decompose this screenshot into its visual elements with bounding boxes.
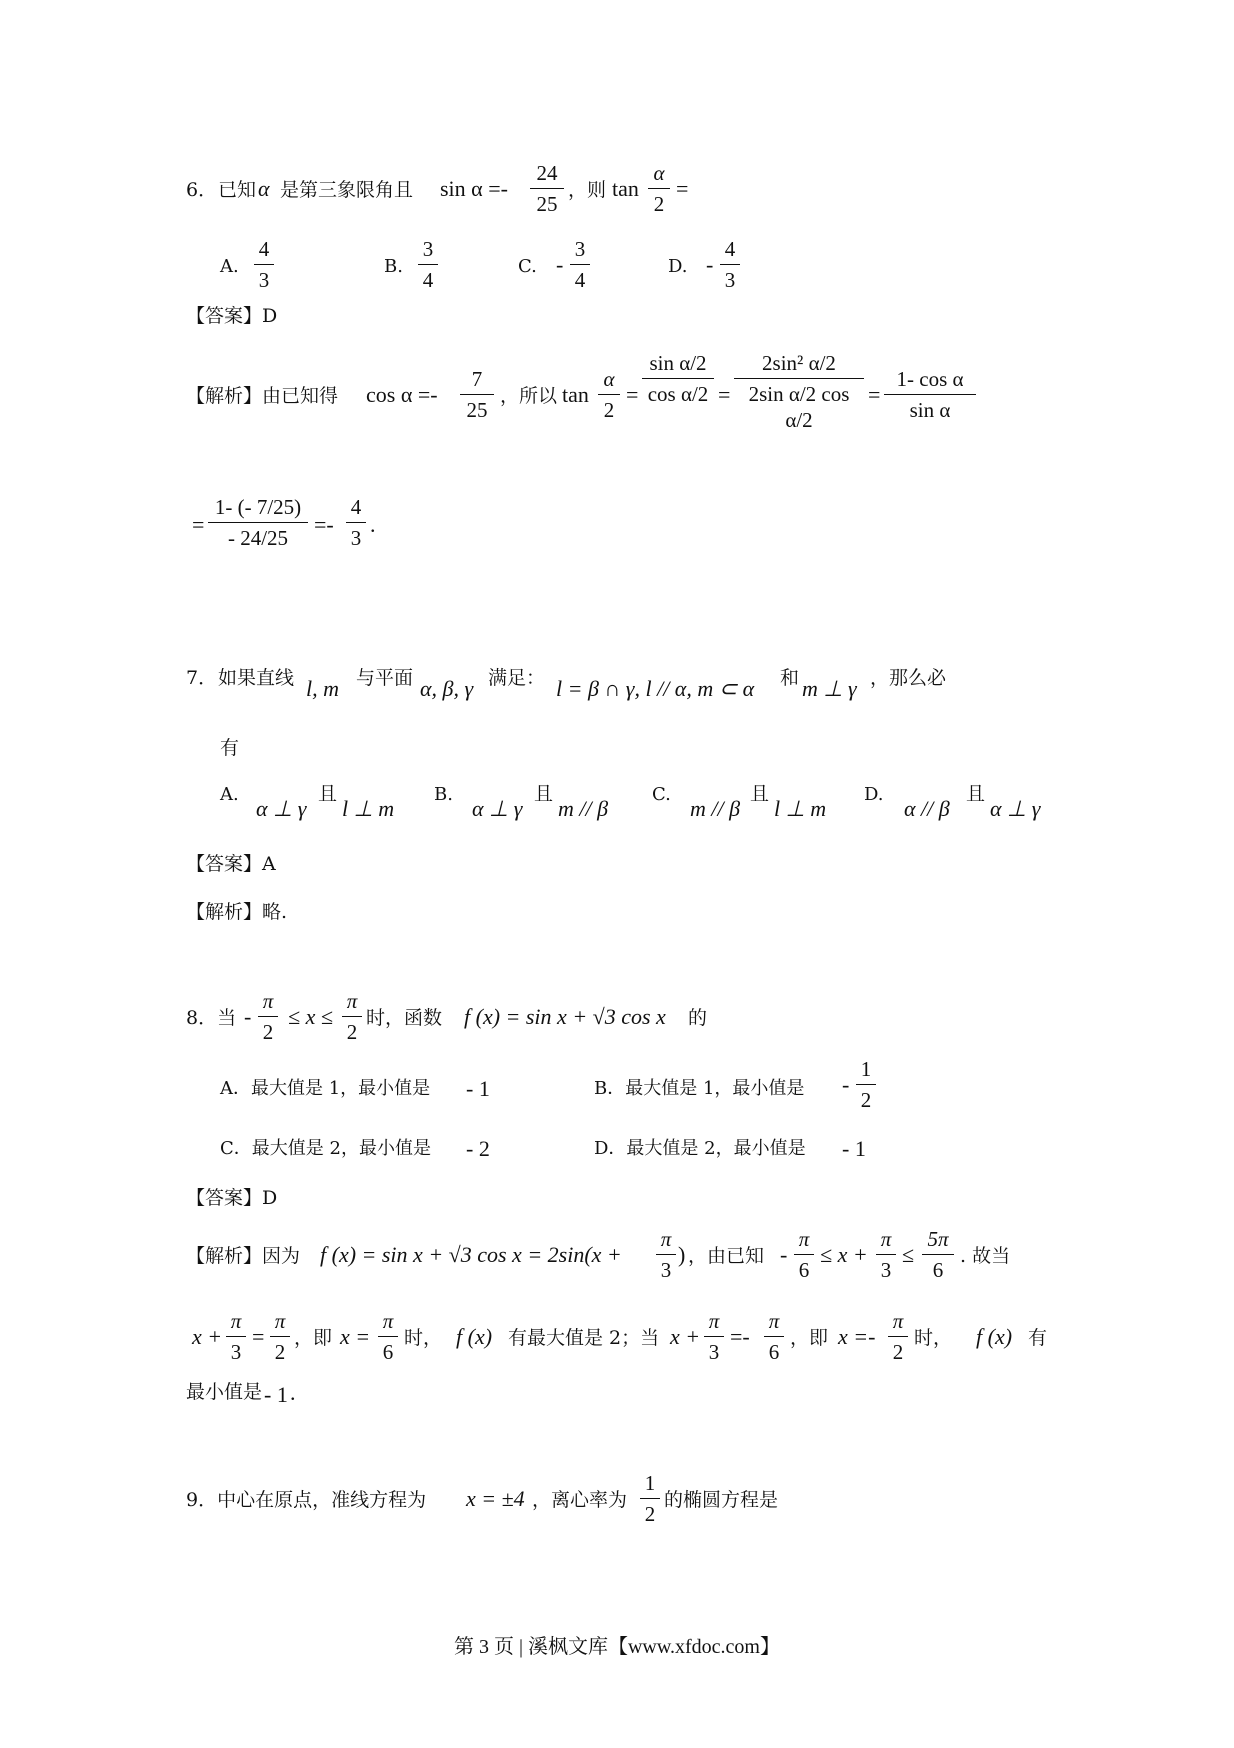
q8-line2-text-6: 有 <box>1028 1327 1048 1349</box>
q6-cos-alpha: cos α =- <box>366 382 438 407</box>
q6-alpha: α <box>258 176 270 201</box>
q8-line2-text-3: 有最大值是 2；当 <box>508 1327 660 1349</box>
q8-line2-equals-minus: =- <box>730 1324 750 1349</box>
q6-eq-1: = <box>626 382 639 407</box>
q8-answer: 【答案】D <box>186 1187 278 1209</box>
q8-line2-text-5: 时， <box>914 1327 953 1349</box>
q6-sin-alpha: sin α =- <box>440 176 508 201</box>
q8-option-a-value: - 1 <box>466 1076 490 1101</box>
q8-explanation-neg: - <box>780 1242 788 1267</box>
q6-eq-2: = <box>718 382 731 407</box>
q7-option-b-label: B. <box>434 784 453 805</box>
q6-line2-equals-minus: =- <box>314 512 334 537</box>
q8-option-b: B．最大值是 1，最小值是 <box>594 1078 805 1099</box>
q6-option-c-label: C. <box>518 256 537 277</box>
q6-explanation-tan: tan <box>562 382 589 407</box>
q8-option-d: D．最大值是 2，最小值是 <box>594 1138 806 1159</box>
q8-line2-pi-sixth: π 6 <box>378 1308 398 1365</box>
q7-option-a-math-1: α ⊥ γ <box>256 796 307 821</box>
q7-option-c-and: 且 <box>750 783 770 805</box>
q8-line3-value: - 1 <box>264 1382 288 1407</box>
q8-explanation-text-2: ，由已知 <box>688 1245 765 1267</box>
q8-option-a: A．最大值是 1，最小值是 <box>220 1078 431 1099</box>
q9-text-2: ，离心率为 <box>532 1489 628 1511</box>
q8-option-c-value: - 2 <box>466 1136 490 1161</box>
q8-explanation-pi-third: π 3 <box>656 1226 676 1283</box>
q7-option-b-math-1: α ⊥ γ <box>472 796 523 821</box>
q6-line2-fraction: 1- (- 7/25) - 24/25 <box>208 494 308 551</box>
q6-line2-equals: = <box>192 512 205 537</box>
q7-planes: α, β, γ <box>420 676 474 701</box>
q7-text-1: 如果直线 <box>218 667 295 689</box>
q8-explanation-pi-third-2: π 3 <box>876 1226 896 1283</box>
q6-eq-3: = <box>868 382 881 407</box>
q6-number: 6． <box>186 179 218 201</box>
q7-option-d-and: 且 <box>966 783 986 805</box>
q8-option-b-value: 1 2 <box>856 1056 876 1113</box>
q8-line2-x-plus-2: x + <box>670 1324 701 1349</box>
q8-function: f (x) = sin x + √3 cos x <box>464 1004 666 1029</box>
q6-option-a-value: 4 3 <box>254 236 274 293</box>
q6-step-3: 1- cos α sin α <box>884 366 976 423</box>
q8-explanation-label: 【解析】因为 <box>186 1245 301 1267</box>
q8-text-3: 的 <box>688 1007 708 1029</box>
q7-option-a-and: 且 <box>318 783 338 805</box>
q7-condition-2: m ⊥ γ <box>802 676 857 701</box>
q6-half-alpha: α 2 <box>648 160 670 217</box>
q6-explanation-half-alpha: α 2 <box>598 366 620 423</box>
q8-pi-half: π 2 <box>342 988 362 1045</box>
q8-neg: - <box>244 1004 252 1029</box>
q8-line3-text: 最小值是 <box>186 1381 263 1403</box>
q6-explanation-label: 【解析】由已知得 <box>186 385 339 407</box>
q6-fraction-24-25: 24 25 <box>530 160 564 217</box>
q9-text-3: 的椭圆方程是 <box>664 1489 779 1511</box>
q8-line2-pi-half: π 2 <box>270 1308 290 1365</box>
q8-line2-pi-sixth-2: π 6 <box>764 1308 784 1365</box>
q6-option-b-value: 3 4 <box>418 236 438 293</box>
q6-option-c-minus: - <box>556 252 564 277</box>
q8-line2-f-2: f (x) <box>976 1324 1013 1349</box>
q8-option-c: C．最大值是 2，最小值是 <box>220 1138 431 1159</box>
q6-option-a-label: A. <box>220 256 239 277</box>
q7-option-d-math-1: α // β <box>904 796 950 821</box>
q7-answer: 【答案】A <box>186 853 276 875</box>
q6-tan: tan <box>612 176 639 201</box>
q8-line3-period: . <box>290 1380 296 1405</box>
q8-line2-text-4: ，即 <box>790 1327 829 1349</box>
q9-text-1: 9．中心在原点，准线方程为 <box>186 1489 427 1511</box>
q6-equals: = <box>676 176 689 201</box>
q7-condition: l = β ∩ γ, l // α, m ⊂ α <box>556 676 755 701</box>
q7-option-d-label: D. <box>864 784 884 805</box>
q6-option-d-minus: - <box>706 252 714 277</box>
q6-option-d-label: D. <box>668 256 688 277</box>
q6-option-c-value: 3 4 <box>570 236 590 293</box>
q8-text-2: 时，函数 <box>366 1007 443 1029</box>
q8-line2-text-2: 时， <box>404 1327 443 1349</box>
q8-line2-text-1: ，即 <box>294 1327 333 1349</box>
q8-line2-x-eq-minus: x =- <box>838 1324 876 1349</box>
q8-option-b-minus: - <box>842 1072 850 1097</box>
q8-explanation-pi-sixth: π 6 <box>794 1226 814 1283</box>
q8-option-d-value: - 1 <box>842 1136 866 1161</box>
q8-explanation-text-3: . 故当 <box>960 1245 1011 1267</box>
q7-text-6: 有 <box>220 737 240 759</box>
q6-fraction-7-25: 7 25 <box>460 366 494 423</box>
q6-explanation-text-2: ，所以 <box>500 385 558 407</box>
q6-option-d-value: 4 3 <box>720 236 740 293</box>
q7-lines-lm: l, m <box>306 676 339 701</box>
page-footer: 第 3 页 | 溪枫文库【www.xfdoc.com】 <box>453 1636 780 1658</box>
q6-text-1: 已知 <box>218 179 257 201</box>
q8-line2-x-eq: x = <box>340 1324 371 1349</box>
q8-neg-pi-half: π 2 <box>258 988 278 1045</box>
q8-inequality: ≤ x ≤ <box>288 1004 333 1029</box>
q8-line2-f: f (x) <box>456 1324 493 1349</box>
q9-eccentricity: 1 2 <box>640 1470 660 1527</box>
q7-text-5: ，那么必 <box>870 667 947 689</box>
q6-text-3: ，则 <box>568 179 607 201</box>
q7-number: 7． <box>186 667 218 689</box>
q7-option-a-label: A. <box>220 784 239 805</box>
q7-option-b-and: 且 <box>534 783 554 805</box>
q6-line2-result: 4 3 <box>346 494 366 551</box>
q7-option-d-math-2: α ⊥ γ <box>990 796 1041 821</box>
q8-line2-pi-half-2: π 2 <box>888 1308 908 1365</box>
q8-explanation-le: ≤ <box>902 1242 915 1267</box>
q8-explanation-five-pi-sixth: 5π 6 <box>922 1226 954 1283</box>
q6-step-1: sin α/2 cos α/2 <box>642 350 714 407</box>
q7-option-c-math-1: m // β <box>690 796 741 821</box>
q6-text-2: 是第三象限角且 <box>280 179 414 201</box>
q8-explanation-function: f (x) = sin x + √3 cos x = 2sin(x + <box>320 1242 622 1267</box>
q8-explanation-close-paren: ) <box>678 1242 686 1267</box>
q6-answer: 【答案】D <box>186 305 278 327</box>
q7-option-c-math-2: l ⊥ m <box>774 796 827 821</box>
q6-option-b-label: B. <box>384 256 403 277</box>
q8-line2-x-plus: x + <box>192 1324 223 1349</box>
q8-line2-equals: = <box>252 1324 265 1349</box>
q7-option-a-math-2: l ⊥ m <box>342 796 395 821</box>
q7-option-b-math-2: m // β <box>558 796 609 821</box>
q8-number: 8．当 <box>186 1007 237 1029</box>
q7-text-4: 和 <box>780 667 800 689</box>
q7-text-2: 与平面 <box>356 667 414 689</box>
q8-line2-pi-third: π 3 <box>226 1308 246 1365</box>
q8-line2-pi-third-2: π 3 <box>704 1308 724 1365</box>
q6-line2-period: . <box>370 512 376 537</box>
q7-option-c-label: C. <box>652 784 671 805</box>
q7-text-3: 满足： <box>488 667 546 689</box>
q8-explanation-le-x: ≤ x + <box>820 1242 868 1267</box>
q9-directrix: x = ±4 <box>466 1486 525 1511</box>
q7-explanation: 【解析】略. <box>186 901 288 923</box>
q6-step-2: 2sin² α/2 2sin α/2 cos α/2 <box>734 350 864 433</box>
